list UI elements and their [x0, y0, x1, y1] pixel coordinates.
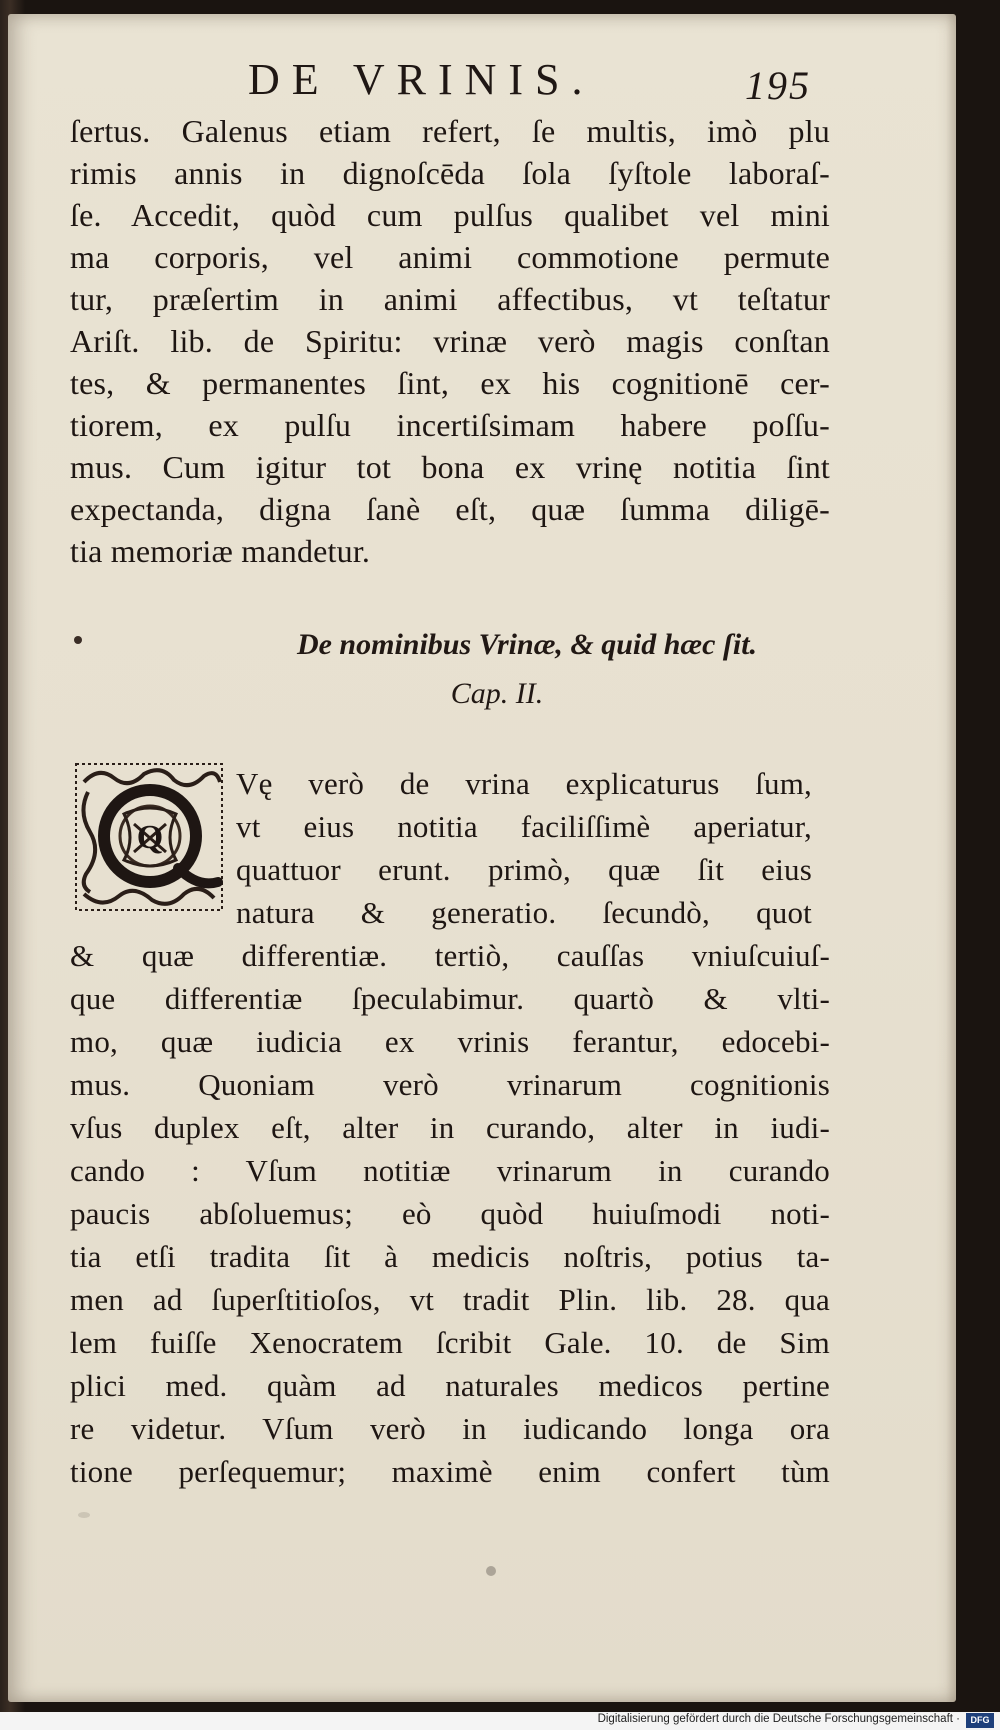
text-line: ma corporis, vel animi commotione permute: [70, 239, 830, 275]
page-number: 195: [745, 63, 811, 108]
chapter-title: De nominibus Vrinæ, & quid hæc ſit.: [296, 628, 758, 661]
text-line: expectanda, digna ſanè eſt, quæ ſumma diligē-: [70, 491, 830, 527]
text-line: re videtur. Vſum verò in iudicando longa ora: [70, 1411, 830, 1446]
text-line: rimis annis in dignoſcēda ſola ſyſtole laboraſ-: [70, 155, 830, 191]
text-line-last: tia memoriæ mandetur.: [70, 533, 371, 569]
text-line: mus. Cum igitur tot bona ex vrinę notitia ſint: [70, 449, 830, 485]
page-edge-shadow: [946, 14, 956, 1702]
running-head: DE VRINIS.: [248, 55, 595, 104]
text-line: tiorem, ex pulſu incertiſsimam habere poſſu-: [70, 407, 830, 443]
text-line: tur, præſertim in animi affectibus, vt teſtatur: [70, 281, 830, 317]
decorated-initial: [74, 762, 224, 912]
text-line: ſe. Accedit, quòd cum pulſus qualibet vel mini: [70, 197, 830, 233]
text-line: tione perſequemur; maximè enim confert tùm: [70, 1454, 830, 1489]
text-line: quattuor erunt. primò, quæ ſit eius: [236, 852, 812, 887]
ink-smudge: [78, 1512, 90, 1518]
text-line: lem fuiſſe Xenocratem ſcribit Gale. 10. de Sim: [70, 1325, 830, 1360]
chapter-number: Cap. II.: [450, 677, 544, 710]
text-line: paucis abſoluemus; eò quòd huiuſmodi noti-: [70, 1196, 830, 1231]
dropcap-letter: Q: [136, 819, 164, 856]
text-line: plici med. quàm ad naturales medicos pertine: [70, 1368, 830, 1403]
text-line: natura & generatio. ſecundò, quot: [236, 895, 812, 930]
book-page: [8, 14, 956, 1702]
text-line: vt eius notitia faciliſſimè aperiatur,: [236, 809, 812, 844]
dfg-logo: DFG: [966, 1713, 994, 1728]
paragraph-1: [70, 110, 830, 572]
text-line: mus. Quoniam verò vrinarum cognitionis: [70, 1067, 830, 1102]
text-line: & quæ differentiæ. tertiò, cauſſas vniuſcuiuſ-: [70, 938, 830, 973]
footer-credit: Digitalisierung gefördert durch die Deutsche Forschungsgemeinschaft ·: [597, 1713, 960, 1725]
ornament-icon: [74, 762, 224, 912]
text-line: tes, & permanentes ſint, ex his cognitionē cer-: [70, 365, 830, 401]
text-line: mo, quæ iudicia ex vrinis ferantur, edocebi-: [70, 1024, 830, 1059]
text-line: tia etſi tradita ſit à medicis noſtris, potius ta-: [70, 1239, 830, 1274]
paragraph-2: [70, 934, 830, 1493]
text-line: Vę verò de vrina explicaturus ſum,: [236, 766, 812, 801]
text-line: men ad ſuperſtitioſos, vt tradit Plin. lib. 28. qua: [70, 1282, 830, 1317]
paragraph-2-beside-initial: [236, 762, 812, 934]
text-line: cando : Vſum notitiæ vrinarum in curando: [70, 1153, 830, 1188]
text-line: Ariſt. lib. de Spiritu: vrinæ verò magis conſtan: [70, 323, 830, 359]
text-line: que differentiæ ſpeculabimur. quartò & vlti-: [70, 981, 830, 1016]
text-line: vſus duplex eſt, alter in curando, alter in iudi-: [70, 1110, 830, 1145]
ink-smudge: [486, 1566, 496, 1576]
text-line: ſertus. Galenus etiam refert, ſe multis, imò plu: [70, 113, 830, 149]
